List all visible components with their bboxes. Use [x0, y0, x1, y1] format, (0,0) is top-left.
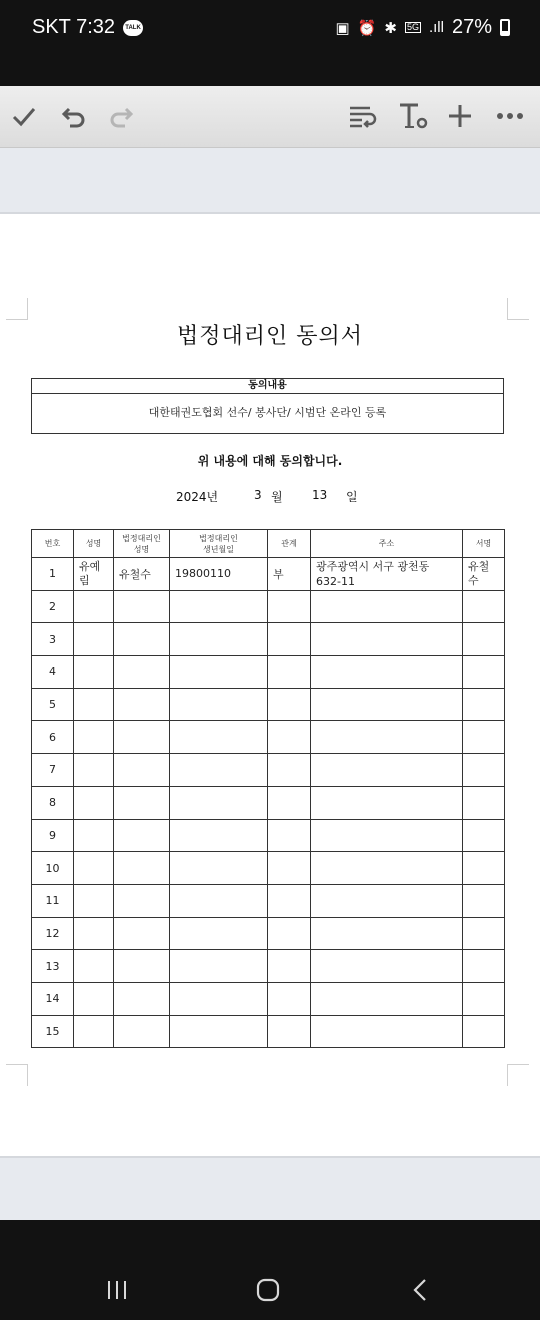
column-header: 법정대리인 성명 — [114, 530, 170, 558]
text-wrap-icon[interactable] — [345, 98, 381, 134]
table-cell[interactable] — [463, 623, 505, 656]
table-cell[interactable] — [170, 982, 268, 1015]
table-cell[interactable] — [170, 688, 268, 721]
table-cell[interactable] — [74, 819, 114, 852]
table-cell[interactable] — [74, 590, 114, 623]
table-cell[interactable] — [268, 950, 311, 983]
table-cell[interactable] — [463, 819, 505, 852]
page-corner-mark — [507, 298, 529, 320]
table-cell[interactable] — [74, 884, 114, 917]
table-cell[interactable] — [170, 950, 268, 983]
status-right — [336, 16, 511, 39]
table-cell[interactable] — [114, 623, 170, 656]
row-number-cell[interactable]: 15 — [32, 1015, 74, 1048]
table-cell[interactable] — [311, 982, 463, 1015]
nfc-icon: ▣ — [335, 19, 350, 37]
table-cell[interactable] — [463, 852, 505, 885]
more-icon[interactable] — [492, 98, 528, 134]
table-cell[interactable] — [114, 656, 170, 689]
kakaotalk-icon: TALK — [123, 20, 143, 36]
guardian-table — [31, 529, 505, 1048]
table-cell[interactable] — [268, 1015, 311, 1048]
document-bottom-margin — [0, 1156, 540, 1220]
table-cell[interactable] — [114, 917, 170, 950]
table-cell[interactable] — [74, 754, 114, 787]
table-row — [32, 688, 505, 721]
row-number-cell[interactable]: 12 — [32, 917, 74, 950]
table-header-row — [32, 530, 505, 558]
date-day-value: 13 — [312, 488, 328, 502]
table-cell[interactable] — [311, 754, 463, 787]
consent-content-body: 대한태권도협회 선수/ 봉사단/ 시범단 온라인 등록 — [148, 406, 387, 419]
table-cell[interactable] — [114, 688, 170, 721]
agreement-text: 위 내용에 대해 동의합니다. — [197, 454, 343, 468]
table-cell[interactable] — [74, 786, 114, 819]
document-page[interactable] — [0, 212, 540, 1156]
table-cell[interactable] — [170, 656, 268, 689]
add-icon[interactable] — [442, 98, 478, 134]
column-header: 법정대리인 생년월일 — [170, 530, 268, 558]
alarm-icon: ⏰ — [357, 19, 377, 37]
table-cell[interactable] — [311, 623, 463, 656]
table-cell[interactable] — [463, 590, 505, 623]
table-cell[interactable] — [311, 688, 463, 721]
table-row — [32, 852, 505, 885]
table-cell[interactable] — [311, 950, 463, 983]
table-cell[interactable] — [74, 688, 114, 721]
table-cell[interactable] — [74, 917, 114, 950]
table-cell[interactable] — [311, 590, 463, 623]
table-cell[interactable] — [463, 721, 505, 754]
table-cell[interactable] — [114, 590, 170, 623]
row-number-cell[interactable]: 4 — [32, 656, 74, 689]
row-number-cell[interactable]: 5 — [32, 688, 74, 721]
navigation-bar — [0, 1220, 540, 1320]
document-title: 법정대리인 동의서 — [176, 324, 363, 349]
row-number-cell[interactable]: 1 — [32, 558, 74, 591]
table-cell[interactable] — [74, 721, 114, 754]
table-cell[interactable] — [311, 721, 463, 754]
column-header: 성명 — [74, 530, 114, 558]
column-header: 관계 — [268, 530, 311, 558]
table-cell[interactable] — [170, 721, 268, 754]
date-day-unit: 일 — [346, 490, 358, 504]
table-row — [32, 721, 505, 754]
table-cell[interactable] — [114, 950, 170, 983]
table-cell[interactable] — [268, 786, 311, 819]
table-cell[interactable] — [114, 884, 170, 917]
row-number-cell[interactable]: 8 — [32, 786, 74, 819]
table-cell[interactable]: 광주광역시 서구 광천동 632-11 — [311, 558, 463, 591]
bluetooth-icon: ✱ — [384, 19, 397, 37]
table-cell[interactable] — [74, 982, 114, 1015]
recents-icon[interactable] — [97, 1272, 137, 1308]
row-number-cell[interactable]: 10 — [32, 852, 74, 885]
table-cell[interactable] — [268, 852, 311, 885]
table-row — [32, 754, 505, 787]
table-cell[interactable] — [74, 950, 114, 983]
table-cell[interactable]: 유철수 — [114, 558, 170, 591]
table-cell[interactable] — [463, 884, 505, 917]
table-cell[interactable] — [114, 982, 170, 1015]
table-cell[interactable] — [170, 852, 268, 885]
table-row — [32, 558, 505, 591]
table-cell[interactable] — [268, 623, 311, 656]
editor-toolbar — [0, 86, 540, 148]
table-cell[interactable] — [114, 754, 170, 787]
table-cell[interactable] — [463, 950, 505, 983]
table-row — [32, 656, 505, 689]
table-cell[interactable] — [463, 754, 505, 787]
status-left — [32, 16, 143, 39]
home-icon[interactable] — [248, 1272, 288, 1308]
document-top-margin — [0, 148, 540, 212]
table-row — [32, 1015, 505, 1048]
row-number-cell[interactable]: 7 — [32, 754, 74, 787]
column-header: 번호 — [32, 530, 74, 558]
row-number-cell[interactable]: 14 — [32, 982, 74, 1015]
redo-icon[interactable] — [103, 98, 139, 134]
table-cell[interactable] — [463, 917, 505, 950]
row-number-cell[interactable]: 13 — [32, 950, 74, 983]
table-row — [32, 819, 505, 852]
table-cell[interactable] — [268, 819, 311, 852]
date-month-value: 3 — [254, 488, 262, 502]
table-row — [32, 950, 505, 983]
table-cell[interactable]: 유예 림 — [74, 558, 114, 591]
table-row — [32, 884, 505, 917]
table-body — [32, 558, 505, 1048]
table-cell[interactable] — [114, 721, 170, 754]
table-cell[interactable] — [463, 1015, 505, 1048]
network-type: 5G — [406, 22, 419, 32]
check-icon[interactable] — [6, 98, 42, 134]
page-corner-mark — [6, 1064, 28, 1086]
table-cell[interactable] — [114, 819, 170, 852]
row-number-cell[interactable]: 2 — [32, 590, 74, 623]
table-cell[interactable] — [74, 656, 114, 689]
table-row — [32, 590, 505, 623]
row-number-cell[interactable]: 11 — [32, 884, 74, 917]
table-row — [32, 623, 505, 656]
page-corner-mark — [6, 298, 28, 320]
back-icon[interactable] — [400, 1272, 440, 1308]
table-cell[interactable] — [170, 754, 268, 787]
table-cell[interactable] — [311, 917, 463, 950]
consent-content-header: 동의내용 — [32, 379, 503, 394]
table-cell[interactable] — [463, 656, 505, 689]
table-cell[interactable] — [268, 590, 311, 623]
table-cell[interactable] — [268, 656, 311, 689]
table-cell[interactable] — [311, 1015, 463, 1048]
column-header: 서명 — [463, 530, 505, 558]
signal-icon: .ıll — [428, 19, 444, 36]
row-number-cell[interactable]: 9 — [32, 819, 74, 852]
table-row — [32, 786, 505, 819]
text-format-icon[interactable] — [395, 98, 431, 134]
table-cell[interactable] — [170, 884, 268, 917]
table-cell[interactable] — [170, 590, 268, 623]
table-cell[interactable] — [311, 819, 463, 852]
date-year: 2024년 — [176, 490, 219, 504]
table-cell[interactable] — [311, 884, 463, 917]
table-cell[interactable] — [170, 1015, 268, 1048]
table-cell[interactable]: 유철 수 — [463, 558, 505, 591]
battery-percent: 27% — [451, 16, 492, 38]
undo-icon[interactable] — [56, 98, 92, 134]
table-cell[interactable] — [311, 656, 463, 689]
battery-icon — [500, 19, 510, 36]
consent-content-box — [31, 378, 504, 434]
row-number-cell[interactable]: 3 — [32, 623, 74, 656]
table-cell[interactable] — [268, 754, 311, 787]
date-month-unit: 월 — [271, 490, 283, 504]
status-bar — [0, 0, 540, 86]
table-cell[interactable] — [114, 1015, 170, 1048]
table-cell[interactable] — [170, 786, 268, 819]
table-cell[interactable] — [268, 982, 311, 1015]
table-cell[interactable] — [268, 688, 311, 721]
table-cell[interactable] — [311, 852, 463, 885]
table-cell[interactable]: 19800110 — [170, 558, 268, 591]
table-cell[interactable]: 부 — [268, 558, 311, 591]
table-cell[interactable] — [268, 884, 311, 917]
table-cell[interactable] — [268, 917, 311, 950]
table-cell[interactable] — [170, 819, 268, 852]
carrier-time: SKT 7:32 — [32, 16, 116, 38]
table-cell[interactable] — [463, 786, 505, 819]
table-row — [32, 982, 505, 1015]
table-cell[interactable] — [311, 786, 463, 819]
table-cell[interactable] — [463, 688, 505, 721]
table-cell[interactable] — [74, 623, 114, 656]
table-cell[interactable] — [170, 623, 268, 656]
table-cell[interactable] — [268, 721, 311, 754]
table-cell[interactable] — [114, 852, 170, 885]
column-header: 주소 — [311, 530, 463, 558]
table-cell[interactable] — [114, 786, 170, 819]
table-cell[interactable] — [74, 852, 114, 885]
table-cell[interactable] — [170, 917, 268, 950]
page-corner-mark — [507, 1064, 529, 1086]
table-cell[interactable] — [74, 1015, 114, 1048]
table-row — [32, 917, 505, 950]
row-number-cell[interactable]: 6 — [32, 721, 74, 754]
table-cell[interactable] — [463, 982, 505, 1015]
